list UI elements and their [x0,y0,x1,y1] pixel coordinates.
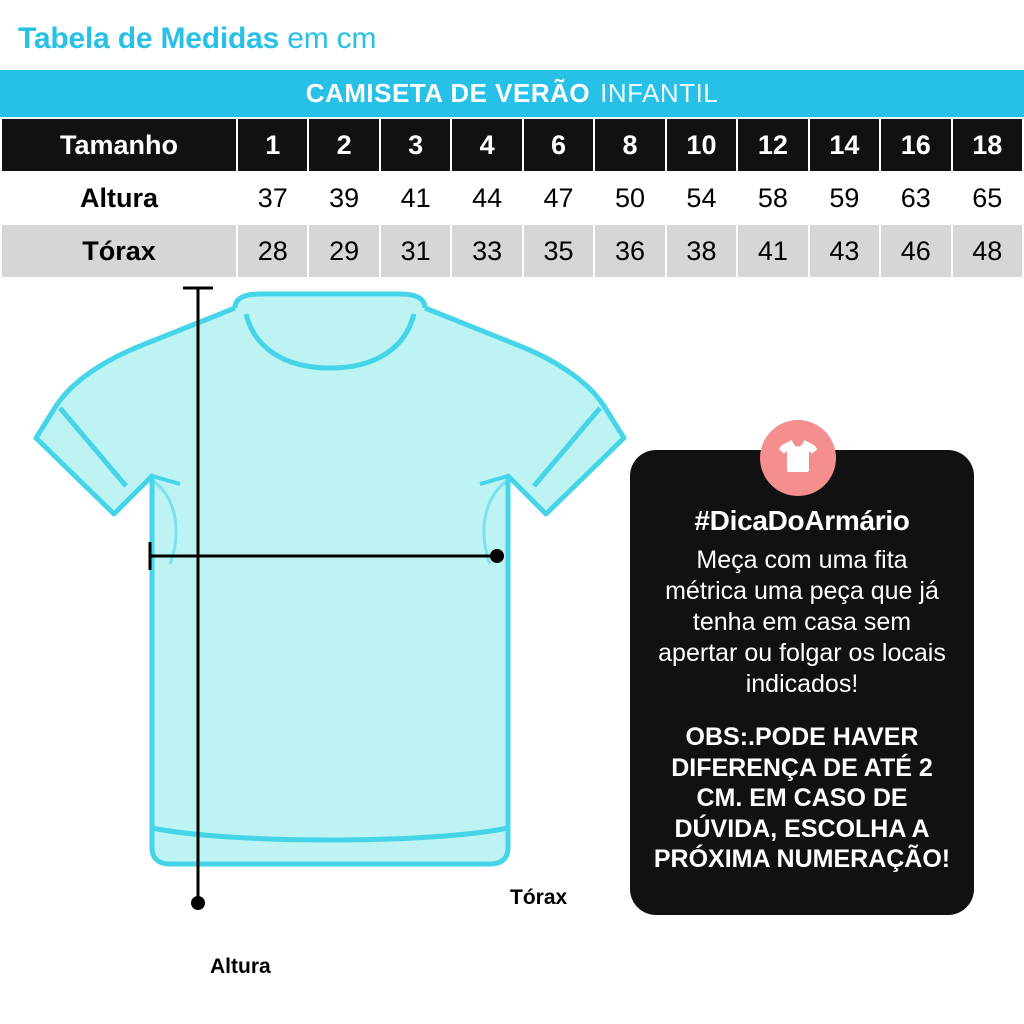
altura-6: 47 [524,172,593,224]
header-size-14: 14 [810,119,879,171]
altura-12: 58 [738,172,807,224]
banner-title: CAMISETA DE VERÃO [305,78,591,108]
page-title-strong: Tabela de Medidas [18,22,280,55]
header-size-18: 18 [953,119,1022,171]
torax-2: 29 [309,225,378,277]
altura-8: 50 [595,172,664,224]
altura-measure-label: Altura [210,955,271,978]
page-title-light: em cm [287,22,377,55]
page-title [0,0,1024,56]
altura-2: 39 [309,172,378,224]
banner-subtitle: INFANTIL [600,78,719,108]
header-size-4: 4 [452,119,521,171]
size-table [0,118,1024,278]
table-row [2,225,1022,277]
torax-8: 36 [595,225,664,277]
altura-3: 41 [381,172,450,224]
tip-card [630,450,974,915]
torax-16: 46 [881,225,950,277]
torax-4: 33 [452,225,521,277]
header-size-1: 1 [238,119,307,171]
table-row [2,172,1022,224]
header-size-label: Tamanho [2,119,236,171]
header-size-8: 8 [595,119,664,171]
torax-18: 48 [953,225,1022,277]
altura-18: 65 [953,172,1022,224]
torax-measure-label: Tórax [510,886,568,909]
torax-14: 43 [810,225,879,277]
altura-10: 54 [667,172,736,224]
tip-body: Meça com uma fita métrica uma peça que já tenha em casa sem apertar ou folgar os locais indicados! [658,546,946,698]
torax-1: 28 [238,225,307,277]
altura-16: 63 [881,172,950,224]
altura-4: 44 [452,172,521,224]
altura-14: 59 [810,172,879,224]
row-label-torax: Tórax [2,225,236,277]
header-size-16: 16 [881,119,950,171]
category-banner [0,70,1024,117]
torax-10: 38 [667,225,736,277]
header-size-2: 2 [309,119,378,171]
torax-6: 35 [524,225,593,277]
table-header-row [2,119,1022,171]
tip-badge [760,420,836,496]
header-size-10: 10 [667,119,736,171]
altura-1: 37 [238,172,307,224]
row-label-altura: Altura [2,172,236,224]
tip-note: OBS:.PODE HAVER DIFERENÇA DE ATÉ 2 CM. EM CASO DE DÚVIDA, ESCOLHA A PRÓXIMA NUMERAÇÃO! [653,723,951,873]
header-size-12: 12 [738,119,807,171]
header-size-3: 3 [381,119,450,171]
torax-3: 31 [381,225,450,277]
tshirt-icon [778,437,818,480]
tip-title: #DicaDoArmário [694,505,910,536]
header-size-6: 6 [524,119,593,171]
torax-12: 41 [738,225,807,277]
